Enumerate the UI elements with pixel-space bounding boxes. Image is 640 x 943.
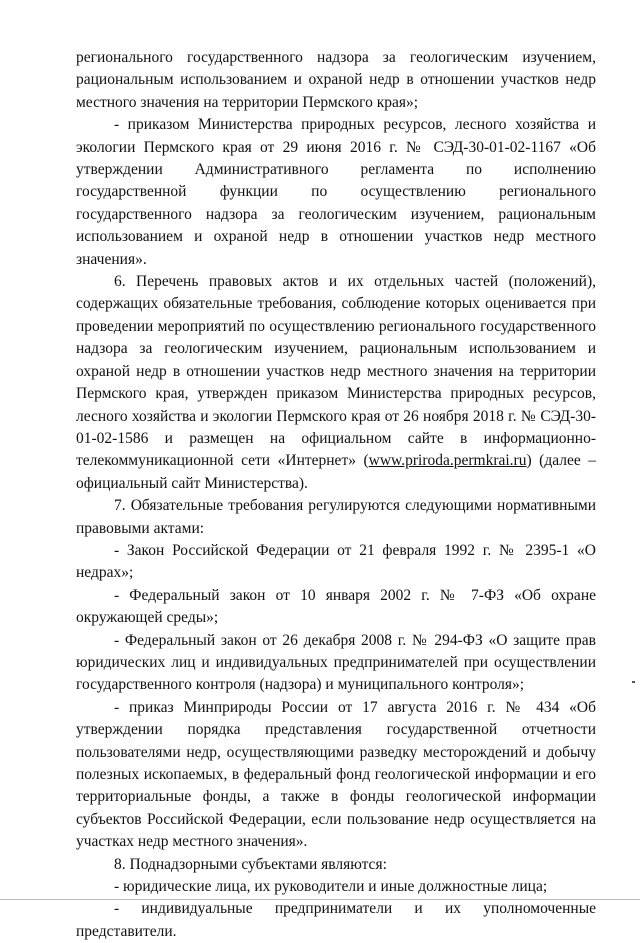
page-bottom-edge [0,899,640,900]
paragraph-6: 6. Перечень правовых актов и их отдельных частей (положений), содержащих обязательные требования, соблюдение которых оценивается при проведении мероприятий по осуществлению регионального государственного надзора за геологическим изучением, рациональным использованием и охраной недр в отношении участков недр местного значения на территории Пермского края, утвержден приказом Министерства природных ресурсов, лесного хозяйства и экологии Пермского края от 26 ноября 2018 г. № СЭД-30-01-02-1586 и размещен на официальном сайте в информационно-телекоммуникационной сети «Интернет» (www.priroda.permkrai.ru) (далее – официальный сайт Министерства). [76,273,596,492]
paragraph-order-1167: - приказом Министерства природных ресурсов, лесного хозяйства и экологии Пермского края от 29 июня 2016 г. № СЭД-30-01-02-1167 «Об утверждении Административного регламента по исполнению государственной функции по осуществлению регионального государственного надзора за геологическим изучением, рациональным использованием и охраной недр в отношении участков недр местного значения». [76,116,596,268]
list-item-entrepreneurs: - индивидуальные предприниматели и их уполномоченные представители. [76,900,596,940]
paragraph-6-tail: (далее – официальный сайт Министерства). [76,452,596,492]
list-item-order-434: - приказ Минприроды России от 17 августа 2016 г. № 434 «Об утверждении порядка представления государственной отчетности пользователями недр, осуществляющими разведку месторождений и добычу полезных ископаемых, в федеральный фонд геологической информации и его территориальные фонды, а также в фонды геологической информации субъектов Российской Федерации, если пользование недр осуществляется на участках недр местного значения». [76,698,596,851]
list-item-law-environment: - Федеральный закон от 10 января 2002 г. № 7-ФЗ «Об охране окружающей среды»; [76,586,596,627]
list-item-legal-entities: - юридические лица, их руководители и иные должностные лица; [114,878,548,896]
paragraph-7: 7. Обязательные требования регулируются следующими нормативными правовыми актами: [76,497,596,537]
list-item-law-294: - Федеральный закон от 26 декабря 2008 г. № 294-ФЗ «О защите прав юридических лиц и индивидуальных предпринимателей при осуществлении государственного контроля (надзора) и муниципального контроля»; [76,631,596,694]
document-body [76,47,596,943]
ministry-website-link[interactable]: www.priroda.permkrai.ru [368,452,527,470]
paragraph-6-text: 6. Перечень правовых актов и их отдельных частей (положений), содержащих обязательные требования, соблюдение которых оценивается при проведении мероприятий по осуществлению регионального государственного надзора за геологическим изучением, рациональным использованием и охраной недр в отношении участков недр местного значения на территории Пермского края, утвержден приказом Министерства природных ресурсов, лесного хозяйства и экологии Пермского края от 26 ноября 2018 г. № СЭД-30-01-02-1586 и размещен на официальном сайте в информационно-телекоммуникационной сети «Интернет» [76,273,596,470]
scan-mark [632,681,635,683]
list-item-law-nedra: - Закон Российской Федерации от 21 февраля 1992 г. № 2395-1 «О недрах»; [76,541,596,582]
paragraph-8: 8. Поднадзорными субъектами являются: [114,855,387,873]
paragraph-continuation: регионального государственного надзора за геологическим изучением, рациональным использованием и охраной недр в отношении участков недр местного значения на территории Пермского края»; [76,49,596,111]
